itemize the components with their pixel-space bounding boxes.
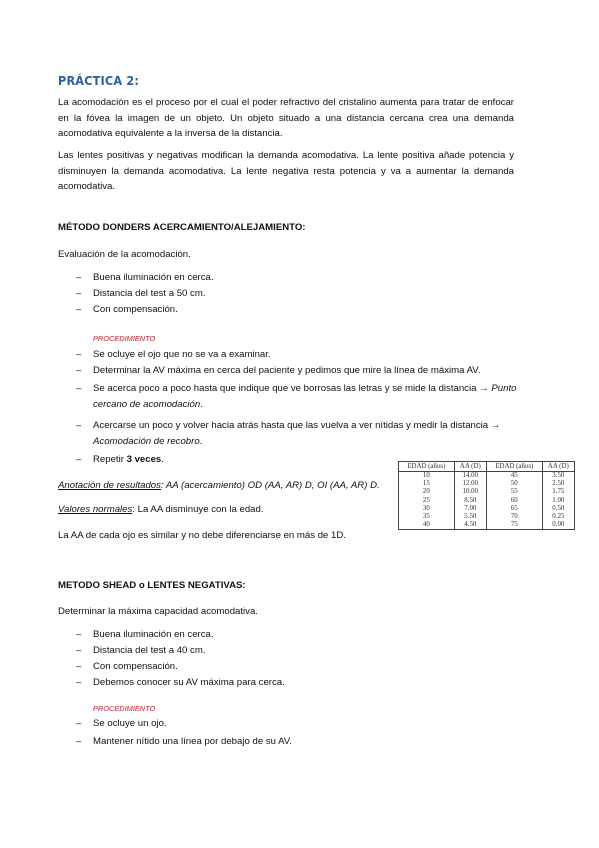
shead-condition: Distancia del test a 40 cm. [93,645,206,656]
table-header: AA (D) [454,462,486,472]
table-cell: 5.50 [454,513,486,521]
table-cell: 55 [486,488,542,496]
table-cell: 75 [486,521,542,530]
bullet-dash: – [76,349,82,360]
table-cell: 10.00 [454,488,486,496]
shead-condition: Buena iluminación en cerca. [93,629,214,640]
bullet-dash: – [76,288,82,299]
normal-values-label: Valores normales [58,504,133,515]
table-cell: 0.00 [542,521,574,530]
table-cell: 65 [486,505,542,513]
table-header: EDAD (años) [399,462,455,472]
table-cell: 1.00 [542,497,574,505]
bullet-dash: – [76,661,82,672]
step-5-text: Repetir [93,454,127,465]
bullet-dash: – [76,645,82,656]
table-cell: 60 [486,497,542,505]
table-row [399,488,575,496]
table-cell: 30 [399,505,455,513]
bullet-dash: – [76,304,82,315]
intro-paragraph-2: Las lentes positivas y negativas modifican la demanda acomodativa. La lente positiva añade potencia y disminuyen la demanda acomodativa. La lente negativa resta potencia y va a aumentar la demanda acomodativa. [58,150,514,193]
bullet-dash: – [76,383,82,394]
bullet-dash: – [76,454,82,465]
table-cell: 7.00 [454,505,486,513]
table-cell: 40 [399,521,455,530]
bullet-dash: – [76,272,82,283]
donders-step-4 [93,418,543,449]
shead-heading: METODO SHEAD o LENTES NEGATIVAS: [58,580,246,591]
table-cell: 70 [486,513,542,521]
step-3-term-cont: cercano de acomodación [93,398,201,410]
step-4-end: . [199,435,203,447]
step-5-end: . [161,454,164,465]
annotation-line [58,478,380,493]
table-header: EDAD (años) [486,462,542,472]
table-cell: 45 [486,472,542,481]
step-5-count: 3 veces [126,454,162,465]
bullet-dash: – [76,420,82,431]
table-cell: 25 [399,497,455,505]
table-cell: 1.75 [542,488,574,496]
step-3-text: Se acerca poco a poco hasta que indique que ve borrosas las letras y se mide la distancia → [93,383,492,394]
table-cell: 2.50 [542,480,574,488]
shead-purpose: Determinar la máxima capacidad acomodativa. [58,606,258,617]
bullet-dash: – [76,629,82,640]
donders-procedure-label: PROCEDIMIENTO [93,334,156,343]
donders-evaluation: Evaluación de la acomodación. [58,249,191,260]
table-cell: 0.25 [542,513,574,521]
table-row [399,480,575,488]
age-accommodation-table [398,461,575,530]
donders-step-1: Se ocluye el ojo que no se va a examinar. [93,349,271,360]
annotation-label: Anotación de resultados [58,480,161,491]
bullet-dash: – [76,718,82,729]
step-3-end: . [200,398,203,410]
donders-step-2: Determinar la AV máxima en cerca del paciente y pedimos que mire la línea de máxima AV. [93,365,481,376]
page-title: PRÁCTICA 2: [58,73,140,88]
table-cell: 14.00 [454,472,486,481]
bullet-dash: – [76,365,82,376]
table-cell: 15 [399,480,455,488]
shead-condition: Debemos conocer su AV máxima para cerca. [93,677,285,688]
step-4-text: Acercarse un poco y volver hacia atrás hasta que las vuelva a ver nítidas y medir la distancia → [93,420,501,431]
table-header: AA (D) [542,462,574,472]
table-row [399,472,575,481]
table-cell: 3.50 [542,472,574,481]
table-row [399,513,575,521]
table-row [399,505,575,513]
table-cell: 50 [486,480,542,488]
table-cell: 0.50 [542,505,574,513]
table-cell: 20 [399,488,455,496]
table-cell: 35 [399,513,455,521]
shead-procedure-label: PROCEDIMIENTO [93,704,156,713]
donders-condition: Buena iluminación en cerca. [93,272,214,283]
annotation-text: : AA (acercamiento) OD (AA, AR) D, OI (AA, AR) D. [160,480,380,491]
donders-step-5 [93,452,164,468]
bullet-dash: – [76,677,82,688]
table-cell: 10 [399,472,455,481]
donders-condition: Distancia del test a 50 cm. [93,288,206,299]
table-header-row [399,462,575,472]
shead-condition: Con compensación. [93,661,178,672]
donders-condition: Con compensación. [93,304,178,315]
donders-note: La AA de cada ojo es similar y no debe diferenciarse en más de 1D. [58,530,346,541]
shead-step: Mantener nítido una línea por debajo de su AV. [93,736,292,747]
table-cell: 4.50 [454,521,486,530]
step-4-term: Acomodación de recobro [93,435,200,447]
normal-values-text: : La AA disminuye con la edad. [132,504,264,515]
step-3-term: Punto [491,383,517,394]
table-row [399,521,575,530]
table-cell: 12.00 [454,480,486,488]
donders-step-3 [93,381,518,412]
shead-step: Se ocluye un ojo. [93,718,167,729]
donders-heading: MÉTODO DONDERS ACERCAMIENTO/ALEJAMIENTO: [58,222,306,233]
table-row [399,497,575,505]
table-cell: 8.50 [454,497,486,505]
normal-values-line [58,502,264,517]
bullet-dash: – [76,736,82,747]
intro-paragraph-1: La acomodación es el proceso por el cual el poder refractivo del cristalino aumenta para tratar de enfocar en la fóvea la imagen de un objeto. Un objeto situado a una distancia cercana crea una demanda acomodativa equivalente a la inversa de la distancia. [58,97,514,140]
